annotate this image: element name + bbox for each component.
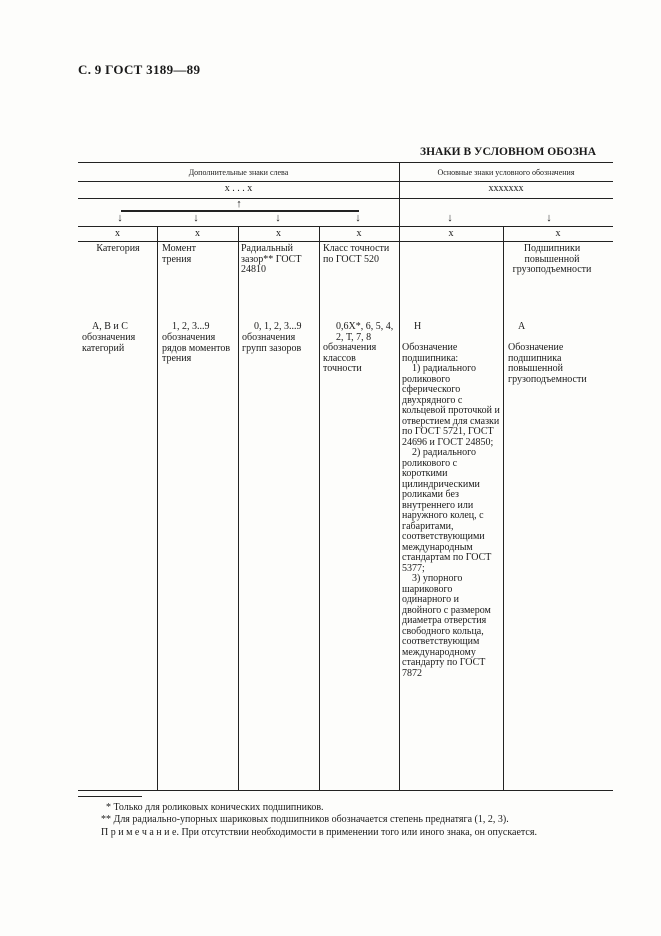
pattern-right: ххххххх [488,183,524,194]
down-arrow-6: ↓ [546,212,552,224]
value-friction: 1, 2, 3...9 [172,321,210,332]
down-arrow-2: ↓ [193,212,199,224]
header-clearance: Радиальный зазор** ГОСТ 24810 [241,243,302,275]
value-clearance: 0, 1, 2, 3...9 [254,321,302,332]
footnote-2: ** Для радиально-упорных шариковых подшипников обозначается степень преднатяга (1, 2, 3). [101,814,509,825]
note-text: При отсутствии необходимости в применении того или иного знака, он опускается. [181,827,537,838]
main-description-item-3: 3) упорного шарикового одинарного и двойного с размером диаметра отверстия свободного кольца, соответствующим международному стандарту по ГОСТ 7872 [402,573,491,679]
down-arrow-1: ↓ [117,212,123,224]
main-description-item-2: 2) радиального роликового с короткими цилиндрическими роликами без внутреннего или наружного колец, с габаритами, соответствующими международным стандартам по ГОСТ 5377; [402,447,492,574]
pattern-row-border [78,198,613,199]
x-mark-6: х [555,228,561,239]
value-category: А, В и С [92,321,128,332]
up-arrow: ↑ [236,198,242,210]
header-friction: Момент трения [162,243,196,265]
desc-high-load: Обозначение подшипника повышенной грузоподъемности [508,342,587,385]
col-divider-5 [503,226,504,790]
group-header-left: Дополнительные знаки слева [188,168,289,177]
header-precision: Класс точности по ГОСТ 520 [323,243,390,265]
x-row-top-border [78,226,613,227]
col-divider-1 [157,226,158,790]
desc-friction: обозначения рядов моментов трения [162,332,231,364]
header-high-load: Подшипники повышенной грузоподъемности [512,243,592,275]
value-precision: 0,6X*, 6, 5, 4, 2, Т, 7, 8 [336,321,394,343]
bracket-line [121,210,359,212]
x-mark-3: х [276,228,281,239]
main-description [402,343,500,679]
table-top-border [78,162,613,163]
x-mark-5: х [448,228,454,239]
col-divider-2 [238,226,239,790]
main-description-item-1: 1) радиального роликового сферического двухрядного с кольцевой проточкой и отверстием для смазки по ГОСТ 5721, ГОСТ 24696 и ГОСТ 24850; [402,363,500,448]
x-mark-1: х [115,228,120,239]
x-mark-2: х [195,228,200,239]
value-main: Н [414,321,422,332]
header-category: Категория [96,243,140,254]
down-arrow-4: ↓ [355,212,361,224]
footnote-1: * Только для роликовых конических подшипников. [106,802,324,813]
desc-precision: обозначения классов точности [323,342,377,374]
group-divider [399,162,400,790]
desc-clearance: обозначения групп зазоров [242,332,302,354]
col-divider-3 [319,226,320,790]
desc-category: обозначения категорий [82,332,136,354]
group-header-right: Основные знаки условного обозначения [437,168,575,177]
down-arrow-3: ↓ [275,212,281,224]
x-row-bottom-border [78,241,613,242]
value-high-load: А [518,321,526,332]
group-header-border [78,181,613,182]
main-description-intro: Обозначение подшипника: [402,342,459,364]
table-bottom-border [78,790,613,791]
note-label: П р и м е ч а н и е. [101,827,179,838]
section-title: ЗНАКИ В УСЛОВНОМ ОБОЗНА [420,146,597,158]
pattern-left: х . . . х [224,183,253,194]
note [101,826,616,839]
footnote-rule [78,796,142,797]
x-mark-4: х [356,228,362,239]
page-header: С. 9 ГОСТ 3189—89 [78,62,201,77]
down-arrow-5: ↓ [447,212,453,224]
